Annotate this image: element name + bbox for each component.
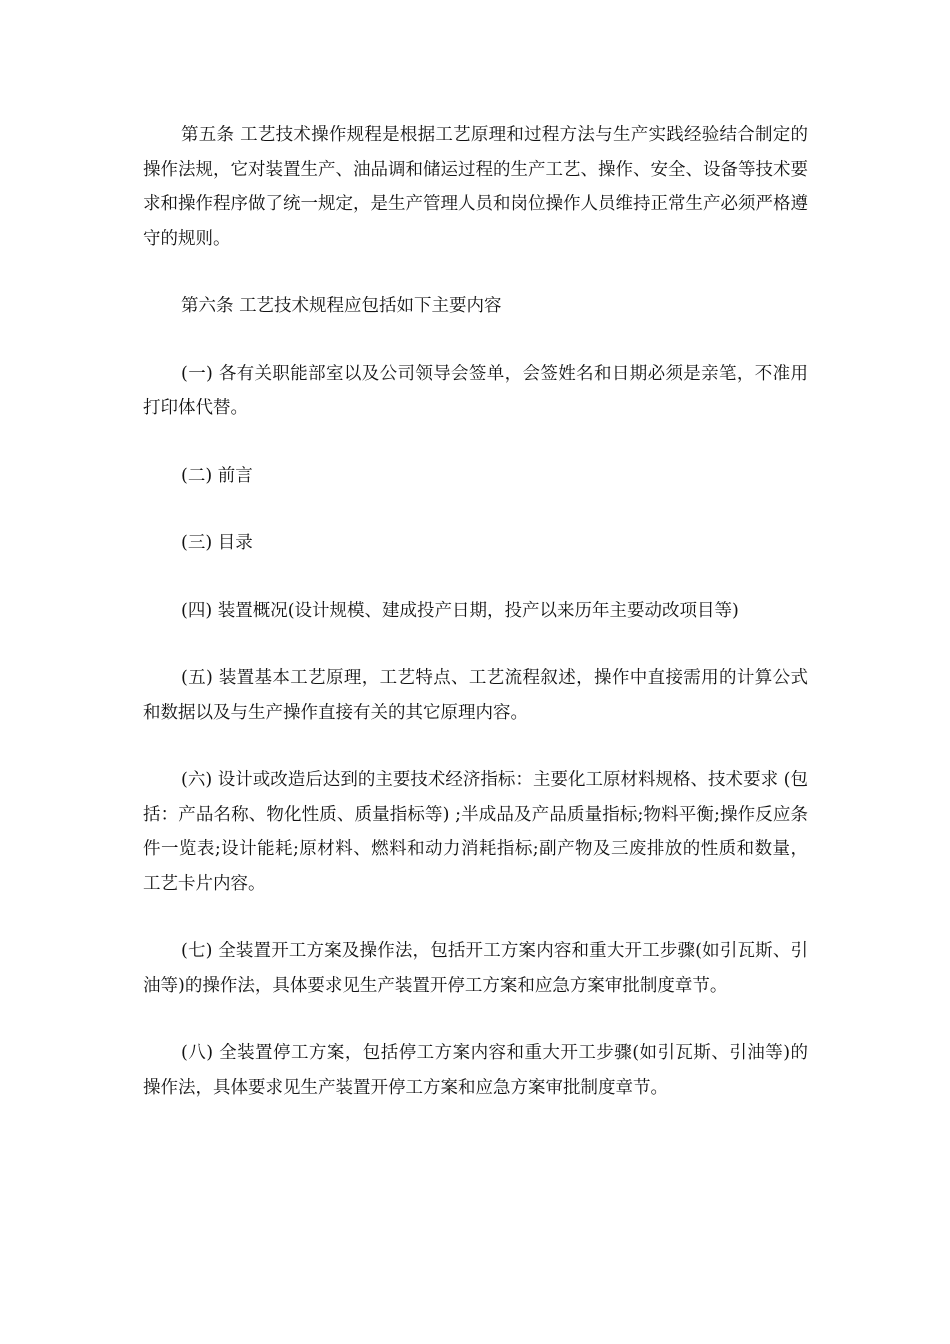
- paragraph-article-5: 第五条 工艺技术操作规程是根据工艺原理和过程方法与生产实践经验结合制定的操作法规，它对装置生产、油品调和储运过程的生产工艺、操作、安全、设备等技术要求和操作程序做了统一规定，是生产管理人员和岗位操作人员维持正常生产必须严格遵守的规则。: [143, 125, 808, 249]
- paragraph-article-6: 第六条 工艺技术规程应包括如下主要内容: [181, 296, 502, 316]
- paragraph-item-7: (七) 全装置开工方案及操作法，包括开工方案内容和重大开工步骤(如引瓦斯、引油等)的操作法，具体要求见生产装置开停工方案和应急方案审批制度章节。: [143, 941, 808, 996]
- paragraph-item-3: (三) 目录: [181, 533, 253, 553]
- paragraph-item-2: (二) 前言: [181, 465, 253, 486]
- paragraph-item-8: (八) 全装置停工方案，包括停工方案内容和重大开工步骤(如引瓦斯、引油等)的操作法，具体要求见生产装置开停工方案和应急方案审批制度章节。: [143, 1043, 808, 1098]
- paragraph-item-5: (五) 装置基本工艺原理，工艺特点、工艺流程叙述，操作中直接需用的计算公式和数据以及与生产操作直接有关的其它原理内容。: [143, 668, 808, 723]
- paragraph-item-6: (六) 设计或改造后达到的主要技术经济指标：主要化工原材料规格、技术要求 (包括：产品名称、物化性质、质量指标等) ;半成品及产品质量指标;物料平衡;操作反应条件一览表;设计能耗;原材料、燃料和动力消耗指标;副产物及三废排放的性质和数量，工艺卡片内容。: [143, 770, 808, 894]
- paragraph-item-4: (四) 装置概况(设计规模、建成投产日期，投产以来历年主要动改项目等): [181, 600, 739, 621]
- paragraph-item-1: (一) 各有关职能部室以及公司领导会签单，会签姓名和日期必须是亲笔，不准用打印体代替。: [143, 363, 808, 418]
- document-body: [143, 118, 808, 1105]
